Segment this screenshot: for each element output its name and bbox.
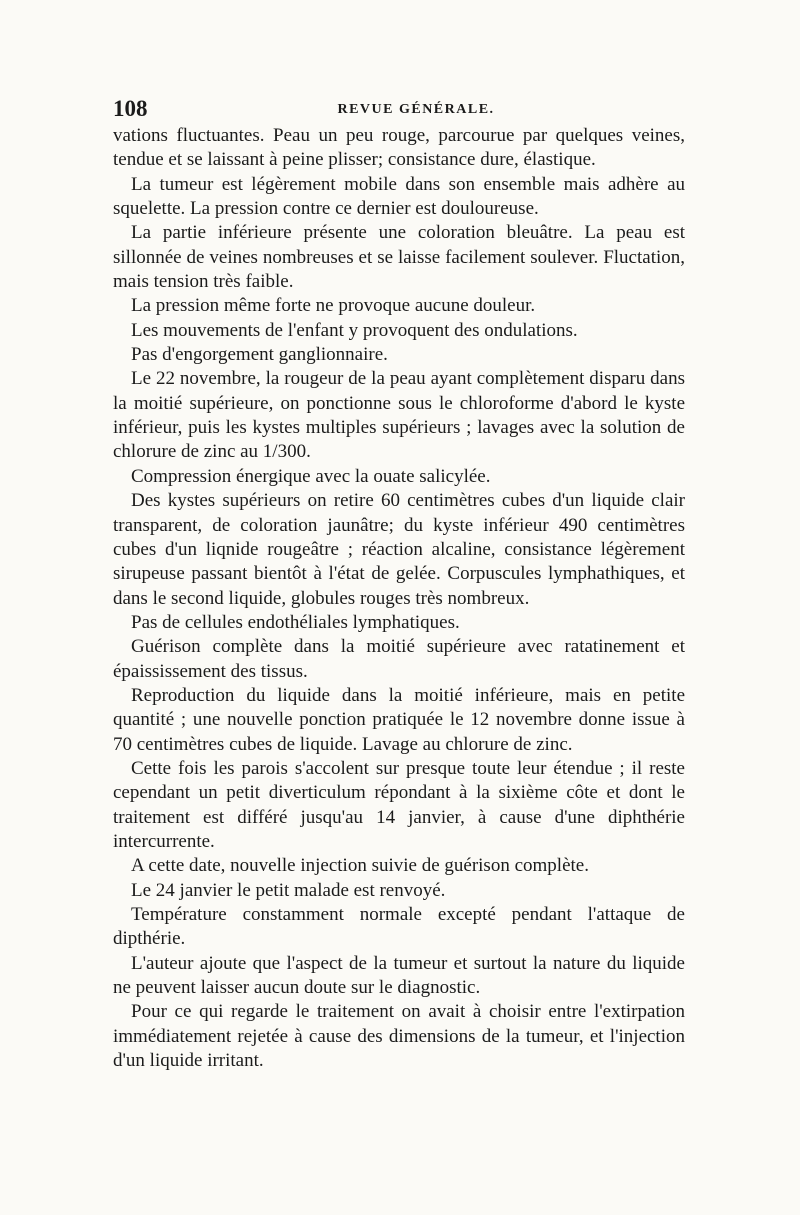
paragraph: Pour ce qui regarde le traitement on avait à choisir entre l'extirpation immédiatement rejetée à cause des dimensions de la tumeur, et l'injection d'un liquide irritant. xyxy=(113,1001,685,1072)
paragraph: Température constamment normale excepté pendant l'attaque de dipthérie. xyxy=(113,904,685,950)
paragraph: La tumeur est légèrement mobile dans son ensemble mais adhère au squelette. La pression contre ce dernier est douloureuse. xyxy=(113,173,685,220)
paragraph: La pression même forte ne provoque aucune douleur. xyxy=(131,295,536,317)
paragraph: Reproduction du liquide dans la moitié inférieure, mais en petite quantité ; une nouvelle ponction pratiquée le 12 novembre donne issue à 70 centimètres cubes de liquide. Lavage au chlorure de zinc. xyxy=(113,684,685,755)
paragraph: A cette date, nouvelle injection suivie de guérison complète. xyxy=(131,855,589,877)
page-number: 108 xyxy=(113,96,148,121)
paragraph: Guérison complète dans la moitié supérieure avec ratatinement et épaississement des tissus. xyxy=(113,636,685,682)
paragraph: Pas d'engorgement ganglionnaire. xyxy=(131,344,388,366)
paragraph: L'auteur ajoute que l'aspect de la tumeur et surtout la nature du liquide ne peuvent laisser aucun doute sur le diagnostic. xyxy=(113,952,685,999)
paragraph: Le 22 novembre, la rougeur de la peau ayant complètement disparu dans la moitié supérieure, on ponctionne sous le chloroforme d'abord le kyste inférieur, puis les kystes multiples supérieurs ; lavages avec la solution de chlorure de zinc au 1/300. xyxy=(113,368,685,463)
paragraph: Compression énergique avec la ouate salicylée. xyxy=(131,465,491,487)
paragraph: Pas de cellules endothéliales lymphatiques. xyxy=(131,611,460,633)
paragraph: Les mouvements de l'enfant y provoquent des ondulations. xyxy=(131,319,578,341)
page-header xyxy=(113,96,685,124)
paragraph: Cette fois les parois s'accolent sur presque toute leur étendue ; il reste cependant un petit diverticulum répondant à la sixième côte et dont le traitement est différé jusqu'au 14 janvier, à cause d'une diphthérie intercurrente. xyxy=(113,757,685,852)
document-page xyxy=(113,96,685,1073)
paragraph: La partie inférieure présente une coloration bleuâtre. La peau est sillonnée de veines nombreuses et se laisse facilement soulever. Fluctation, mais tension très faible. xyxy=(113,222,685,293)
body-text xyxy=(113,124,685,1073)
paragraph: Des kystes supérieurs on retire 60 centimètres cubes d'un liquide clair transparent, de coloration jaunâtre; du kyste inférieur 490 centimètres cubes d'un liqnide rougeâtre ; réaction alcaline, consistance légèrement sirupeuse passant bientôt à l'état de gelée. Corpuscules lymphathiques, et dans le second liquide, globules rouges très nombreux. xyxy=(113,490,685,609)
paragraph: vations fluctuantes. Peau un peu rouge, parcourue par quelques veines, tendue et se laissant à peine plisser; consistance dure, élastique. xyxy=(113,125,685,171)
running-head: REVUE GÉNÉRALE. xyxy=(337,102,495,117)
paragraph: Le 24 janvier le petit malade est renvoyé. xyxy=(131,879,446,901)
